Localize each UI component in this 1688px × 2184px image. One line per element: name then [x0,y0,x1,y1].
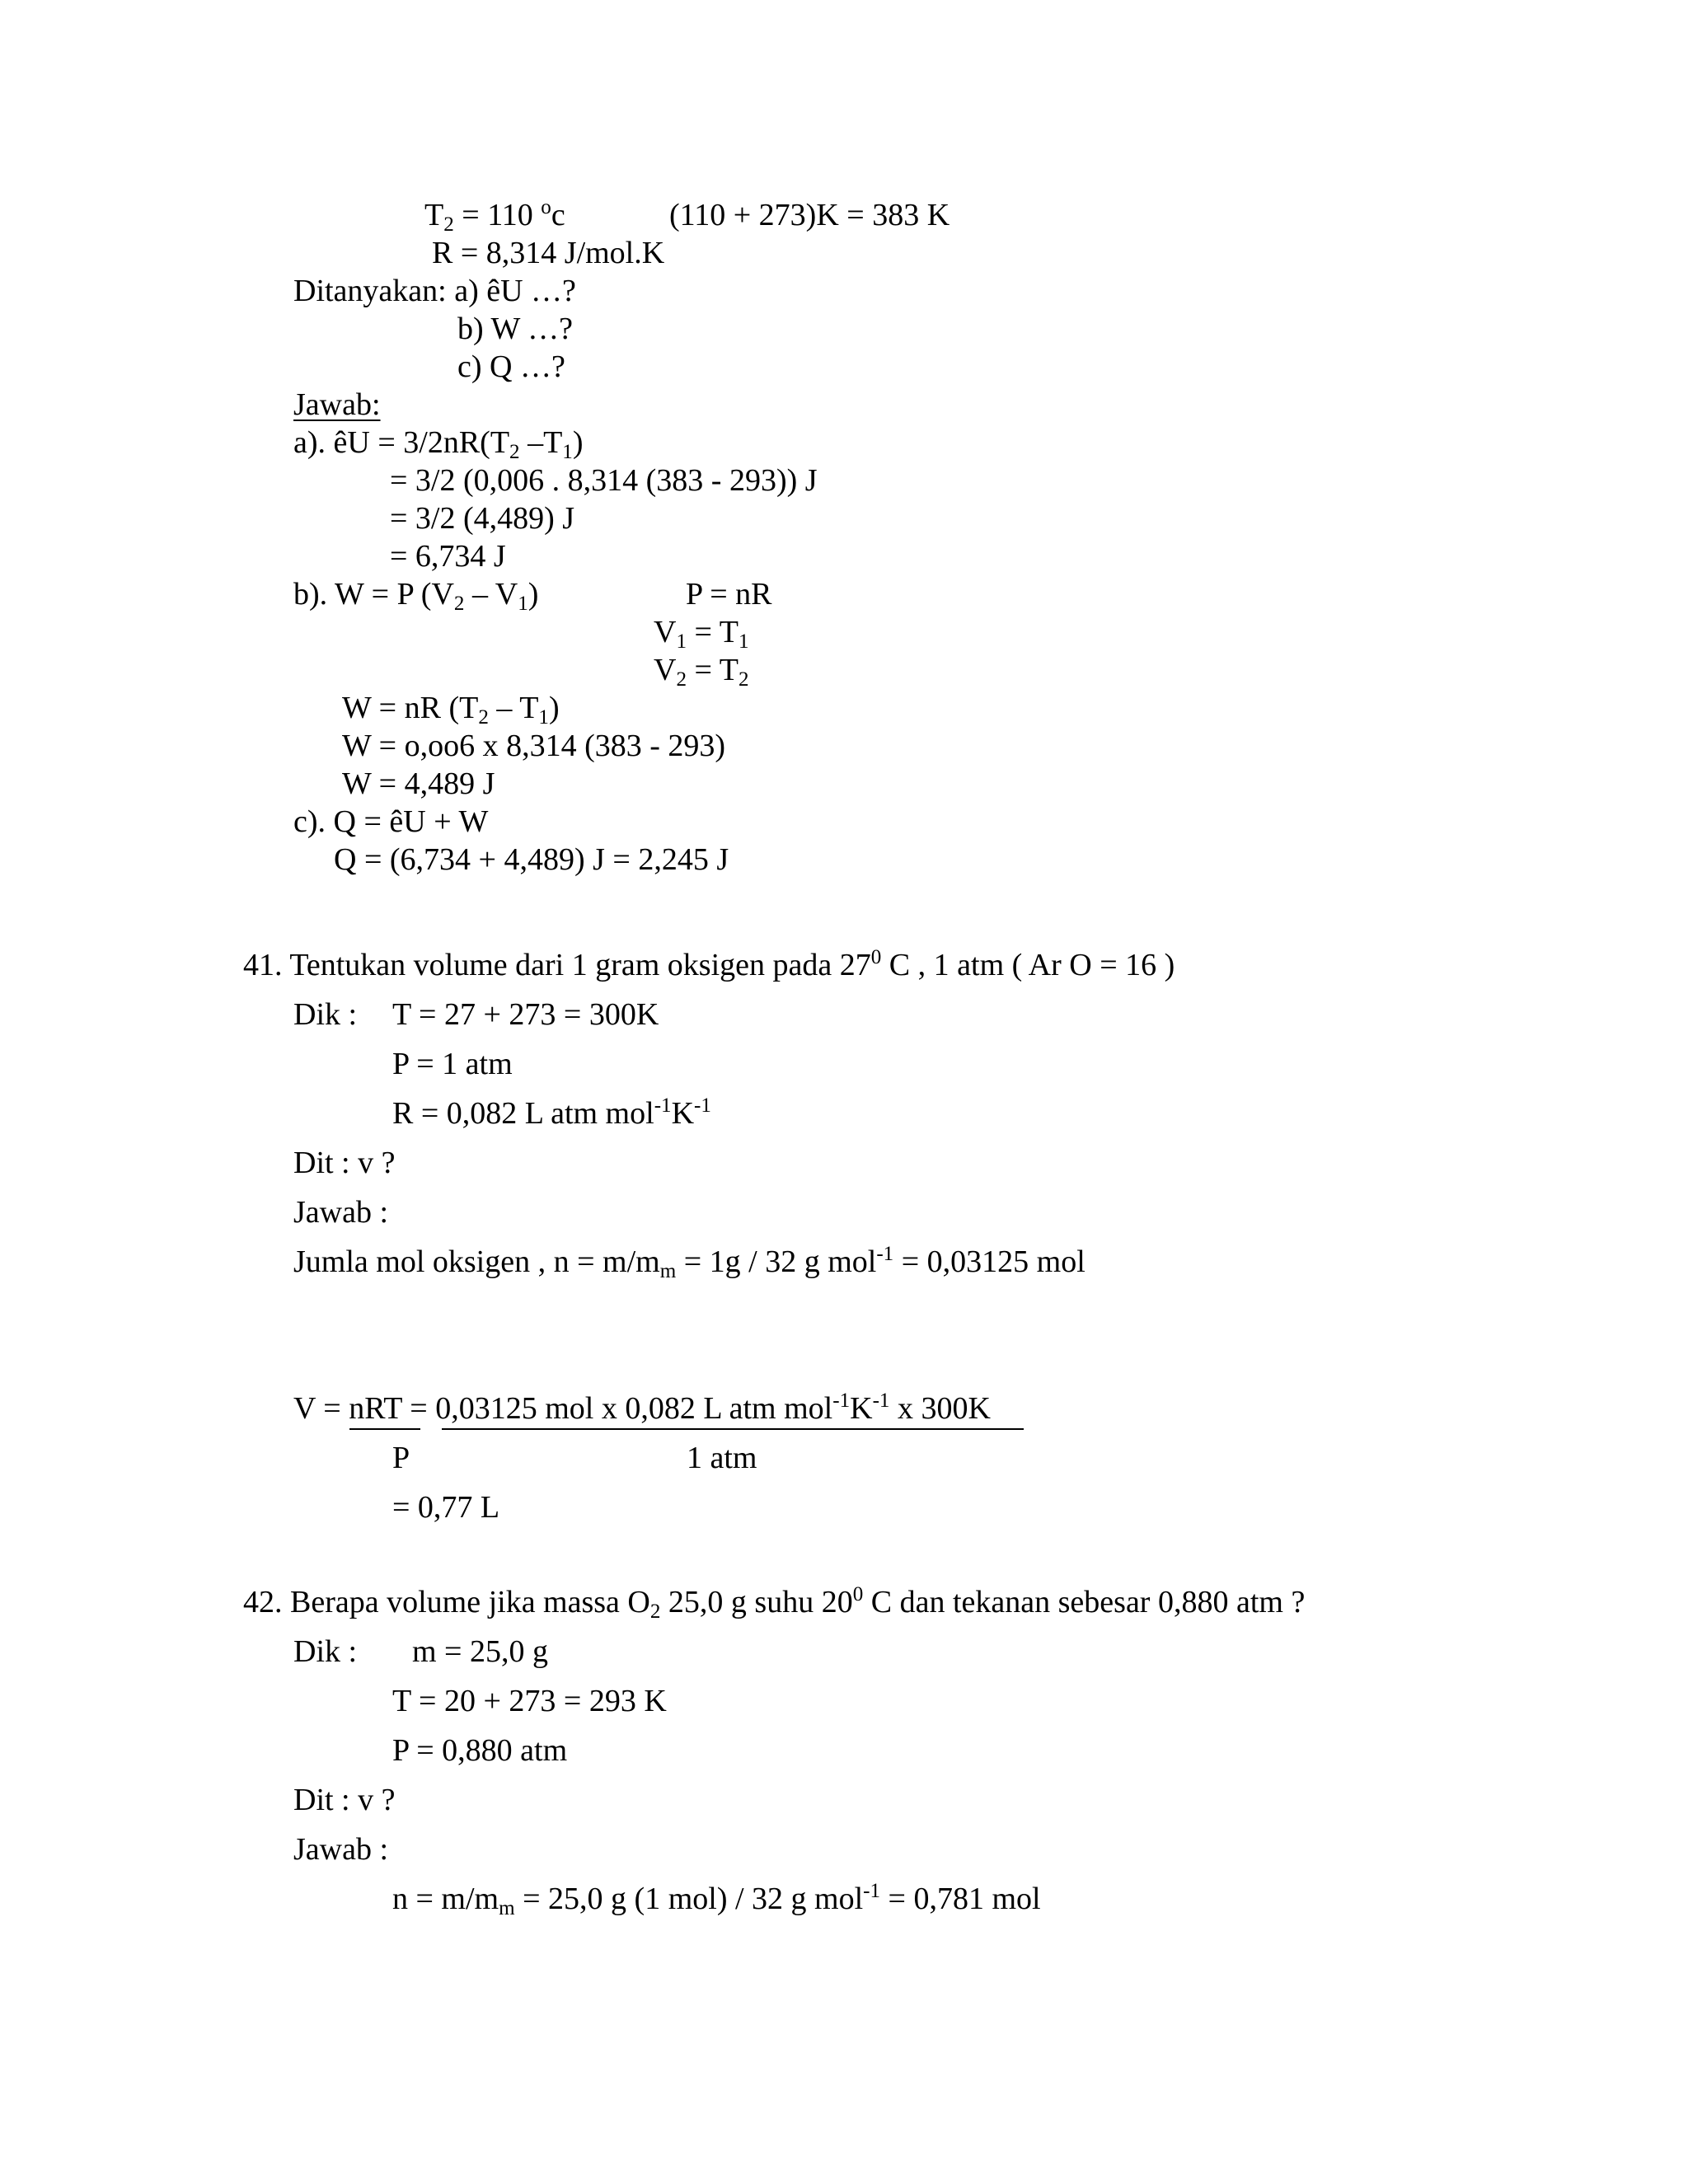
part-a-line-2: = 3/2 (0,006 . 8,314 (383 - 293)) J [390,463,818,498]
t2-given: $T_2 = 110$ $^o$c [424,196,565,237]
jawab-heading: Jawab: [293,387,381,422]
part-a-line-1: a). êU = $3/2nR(T_2$ $-T_1$) [293,425,584,464]
q41-dik-p: P = 1 atm [392,1047,513,1081]
q42-dik-label: Dik : [293,1634,358,1669]
q42-dik-p: P = 0,880 atm [392,1733,568,1768]
q42-dit: Dit : v ? [293,1783,396,1817]
r-constant: R = 8,314 J/mol.K [432,236,665,270]
q41-question: 41. Tentukan volume dari 1 gram oksigen pada $27^0$ C , 1 atm ( Ar O = 16 ) [243,946,1175,982]
part-b-v1: $V_1 = T_1$ [654,615,749,654]
q41-mol-calc: Jumla mol oksigen , $n = m/m_m = 1g / 32$ g mol$^{-1}$ = 0,03125 mol [293,1243,1085,1283]
q41-dit: Dit : v ? [293,1146,396,1180]
q41-jawab: Jawab : [293,1195,389,1230]
fraction-bar-right [442,1428,1024,1430]
ditanyakan-a: Ditanyakan: a) êU …? [293,274,576,308]
q42-question: 42. Berapa volume jika massa $O_2$ 25,0 g suhu $20^0$ C dan tekanan sebesar 0,880 atm ? [243,1583,1306,1624]
t2-conversion: (110 + 273)K = 383 K [669,198,950,232]
part-c-line-1: c). Q = êU + W [293,804,489,839]
part-b-v2: $V_2 = T_2$ [654,653,749,691]
q41-dik-label: Dik : [293,997,358,1032]
part-b-line-4: W = 4,489 J [342,766,495,801]
part-b-p-equals-nr: P = nR [686,577,772,612]
q42-jawab: Jawab : [293,1832,389,1867]
ditanyakan-b: b) W …? [457,312,574,346]
part-b-line-1: b). W = P $(V_2 - V_1)$ [293,577,539,616]
q42-mol-calc: $n = m/m_m = 25,0$ g (1 mol) / 32 g mol$^{-1}$ = 0,781 mol [392,1880,1041,1920]
q41-dik-r: R = 0,082 L atm $mol^{-1}K^{-1}$ [392,1094,711,1131]
part-b-line-3: W = o,oo6 x 8,314 (383 - 293) [342,729,726,763]
q41-volume-formula-top: V = nRT = 0,03125 mol x 0,082 L atm $mol^{-1}K^{-1}$ x 300K [293,1390,991,1426]
q41-volume-result: = 0,77 L [392,1490,500,1525]
q42-dik-m: m = 25,0 g [412,1634,548,1669]
fraction-bar-left [349,1428,420,1430]
part-a-line-4: = 6,734 J [390,539,506,574]
part-c-line-2: Q = (6,734 + 4,489) J = 2,245 J [334,842,729,877]
part-a-line-3: = 3/2 (4,489) J [390,501,575,536]
q41-volume-den-atm: 1 atm [687,1441,757,1475]
q41-dik-t: T = 27 + 273 = 300K [392,997,659,1032]
q42-dik-t: T = 20 + 273 = 293 K [392,1684,667,1718]
q41-volume-den-p: P [392,1441,410,1475]
ditanyakan-c: c) Q …? [457,349,565,384]
part-b-line-2: W = nR $(T_2 - T_1)$ [342,691,560,729]
